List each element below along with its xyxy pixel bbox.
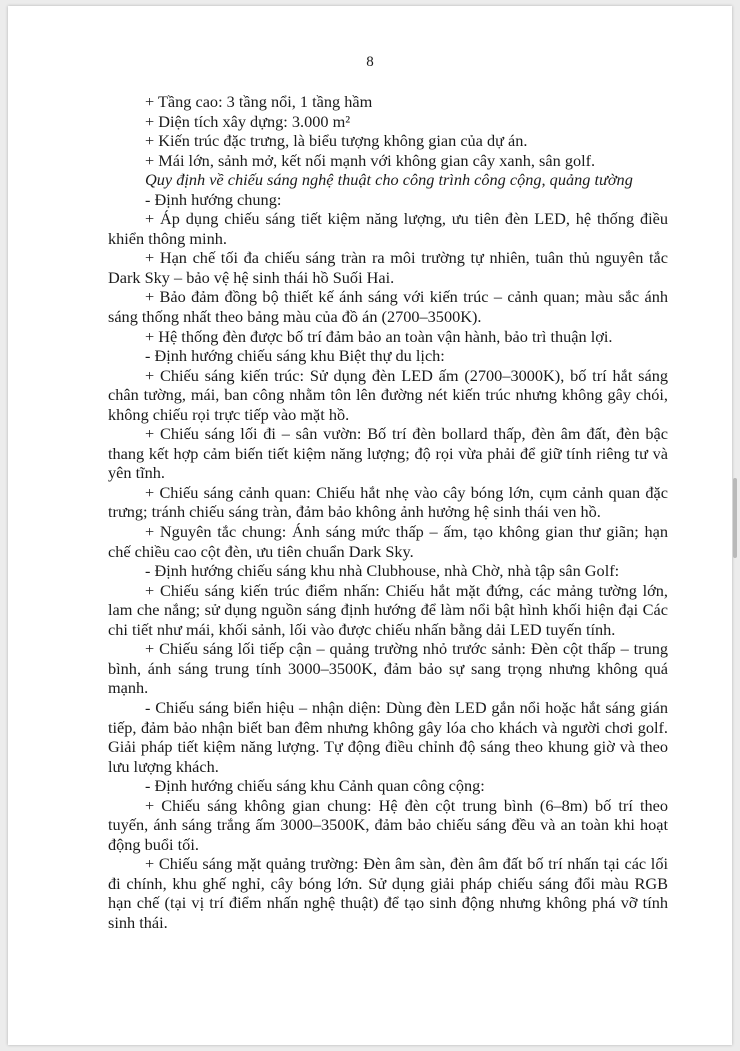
paragraph-floors: + Tầng cao: 3 tầng nổi, 1 tầng hầm bbox=[145, 92, 373, 111]
paragraph-dark-sky: + Hạn chế tối đa chiếu sáng tràn ra môi trường tự nhiên, tuân thủ nguyên tắc Dark Sky – bảo vệ hệ sinh thái hồ Suối Hai. bbox=[108, 248, 668, 287]
paragraph-villa-landscape: + Chiếu sáng cảnh quan: Chiếu hắt nhẹ vào cây bóng lớn, cụm cảnh quan đặc trưng; tránh chiếu sáng tràn, đảm bảo không ảnh hưởng hệ sinh thái ven hồ. bbox=[108, 482, 668, 522]
paragraph-clubhouse-accent: + Chiếu sáng kiến trúc điểm nhấn: Chiếu hắt mặt đứng, các mảng tường lớn, lam che nắng; sử dụng nguồn sáng định hướng để làm nổi bật hình khối hiện đại Các chi tiết như mái, khối sảnh, lối vào được chiếu nhấn bằng dải LED tuyến tính. bbox=[108, 580, 668, 639]
page-content bbox=[108, 92, 668, 933]
section-heading-lighting-regulation: Quy định về chiếu sáng nghệ thuật cho công trình công cộng, quảng tường bbox=[145, 170, 633, 190]
paragraph-public-general: + Chiếu sáng không gian chung: Hệ đèn cột trung bình (6–8m) bố trí theo tuyến, ánh sáng trắng ấm 3000–3500K, đảm bảo chiếu sáng đều và an toàn khi hoạt động buổi tối. bbox=[108, 795, 668, 854]
paragraph-villa-pathway: + Chiếu sáng lối đi – sân vườn: Bố trí đèn bollard thấp, đèn âm đất, đèn bậc thang kết hợp cảm biến tiết kiệm năng lượng; độ rọi vừa phải để giữ tính riêng tư và yên tĩnh. bbox=[108, 424, 668, 483]
paragraph-public-square: + Chiếu sáng mặt quảng trường: Đèn âm sàn, đèn âm đất bố trí nhấn tại các lối đi chính, khu ghế nghỉ, cây bóng lớn. Sử dụng giải pháp chiếu sáng đổi màu RGB hạn chế (tại vị trí điểm nhấn nghệ thuật) để tạo sinh động nhưng không phá vỡ tính sinh thái. bbox=[108, 854, 668, 932]
paragraph-clubhouse-heading: - Định hướng chiếu sáng khu nhà Clubhouse, nhà Chờ, nhà tập sân Golf: bbox=[145, 561, 620, 581]
paragraph-villa-principle: + Nguyên tắc chung: Ánh sáng mức thấp – ấm, tạo không gian thư giãn; hạn chế chiều cao cột đèn, ưu tiên chuẩn Dark Sky. bbox=[108, 522, 668, 561]
paragraph-architecture: + Kiến trúc đặc trưng, là biểu tượng không gian của dự án. bbox=[145, 131, 528, 151]
page-number: 8 bbox=[366, 54, 374, 70]
paragraph-public-heading: - Định hướng chiếu sáng khu Cảnh quan công cộng: bbox=[145, 776, 485, 796]
paragraph-villa-heading: - Định hướng chiếu sáng khu Biệt thự du lịch: bbox=[145, 346, 445, 366]
paragraph-energy-saving: + Áp dụng chiếu sáng tiết kiệm năng lượng, ưu tiên đèn LED, hệ thống điều khiển thông minh. bbox=[108, 209, 668, 248]
paragraph-sync-design: + Bảo đảm đồng bộ thiết kế ánh sáng với kiến trúc – cảnh quan; màu sắc ánh sáng thống nhất theo bảng màu của đồ án (2700–3500K). bbox=[108, 287, 668, 327]
scrollbar-thumb[interactable] bbox=[733, 478, 737, 558]
document-page bbox=[8, 6, 732, 1045]
paragraph-safety: + Hệ thống đèn được bố trí đảm bảo an toàn vận hành, bảo trì thuận lợi. bbox=[145, 326, 613, 346]
paragraph-roof: + Mái lớn, sảnh mở, kết nối mạnh với không gian cây xanh, sân golf. bbox=[145, 150, 596, 170]
paragraph-area: + Diện tích xây dựng: 3.000 m² bbox=[145, 111, 351, 131]
paragraph-villa-architecture: + Chiếu sáng kiến trúc: Sử dụng đèn LED ấm (2700–3000K), bố trí hắt sáng chân tường, mái, ban công nhằm tôn lên đường nét kiến trúc nhưng không gây chói, không chiếu rọi trực tiếp vào mặt hồ. bbox=[108, 365, 668, 424]
paragraph-clubhouse-signage: - Chiếu sáng biển hiệu – nhận diện: Dùng đèn LED gắn nổi hoặc hắt sáng gián tiếp, đảm bảo nhận biết ban đêm nhưng không gây lóa cho khách và người chơi golf. Giải pháp tiết kiệm năng lượng. Tự động điều chỉnh độ sáng theo khung giờ và theo lưu lượng khách. bbox=[108, 697, 668, 776]
paragraph-clubhouse-access: + Chiếu sáng lối tiếp cận – quảng trường nhỏ trước sảnh: Đèn cột thấp – trung bình, ánh sáng trung tính 3000–3500K, đảm bảo sự sang trọng nhưng không quá mạnh. bbox=[108, 639, 668, 698]
paragraph-general-direction: - Định hướng chung: bbox=[145, 189, 282, 209]
